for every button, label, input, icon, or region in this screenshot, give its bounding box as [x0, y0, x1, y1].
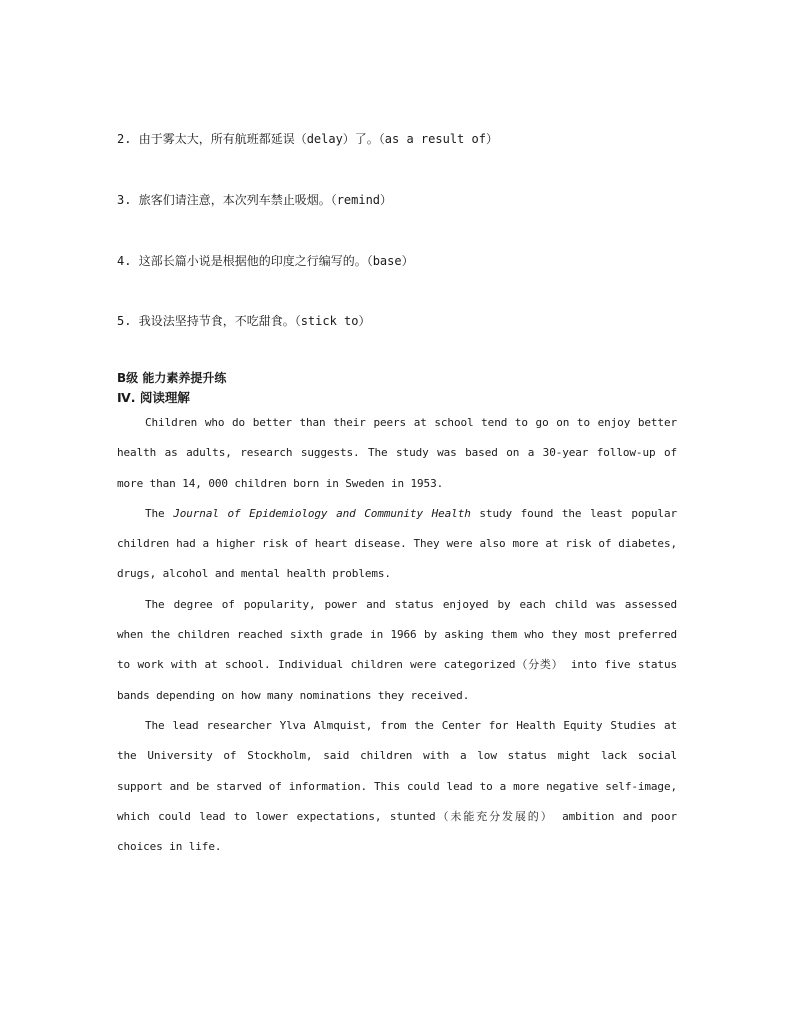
passage-paragraph-4: The lead researcher Ylva Almquist, from the Center for Health Equity Studies at the University of Stockholm, said children with a low status might lack social support and be starved of information. This could lead to a more negative self-image, which could lead to lower expectations, stunted（未能充分发展的） ambition and poor choices in life.	[117, 718, 677, 854]
question-text: 旅客们请注意，本次列车禁止吸烟。（remind）	[138, 193, 393, 207]
question-text: 这部长篇小说是根据他的印度之行编写的。（base）	[138, 254, 414, 268]
question-number: 2.	[117, 132, 132, 146]
passage-paragraph-2	[117, 499, 677, 590]
paragraph-2-lead: The	[145, 506, 174, 520]
passage-paragraph-3: The degree of popularity, power and status enjoyed by each child was assessed when the children reached sixth grade in 1966 by asking them who they most preferred to work with at school. Individual children were categorized（分类） into five status bands depending on how many nominations they received.	[117, 597, 677, 702]
section-b-heading: B级 能力素养提升练	[117, 371, 227, 385]
question-number: 4.	[117, 254, 132, 268]
question-3	[117, 192, 392, 208]
question-5	[117, 313, 371, 329]
question-2	[117, 131, 498, 147]
paragraph-2-body: study found the least popular children had a higher risk of heart disease. They were also more at risk of diabetes, drugs, alcohol and mental health problems.	[117, 506, 677, 581]
reading-passage	[117, 408, 677, 862]
question-number: 5.	[117, 314, 132, 328]
question-text: 我设法坚持节食，不吃甜食。（stick to）	[138, 314, 371, 328]
question-text: 由于雾太大，所有航班都延误（delay）了。（as a result of）	[138, 132, 498, 146]
question-4	[117, 253, 414, 269]
question-number: 3.	[117, 193, 132, 207]
journal-title: Journal of Epidemiology and Community Health	[173, 506, 471, 520]
passage-paragraph-1: Children who do better than their peers at school tend to go on to enjoy better health as adults, research suggests. The study was based on a 30-year follow-up of more than 14, 000 children born in Sweden in 1953.	[117, 416, 677, 490]
section-iv-heading: Ⅳ. 阅读理解	[117, 390, 190, 405]
